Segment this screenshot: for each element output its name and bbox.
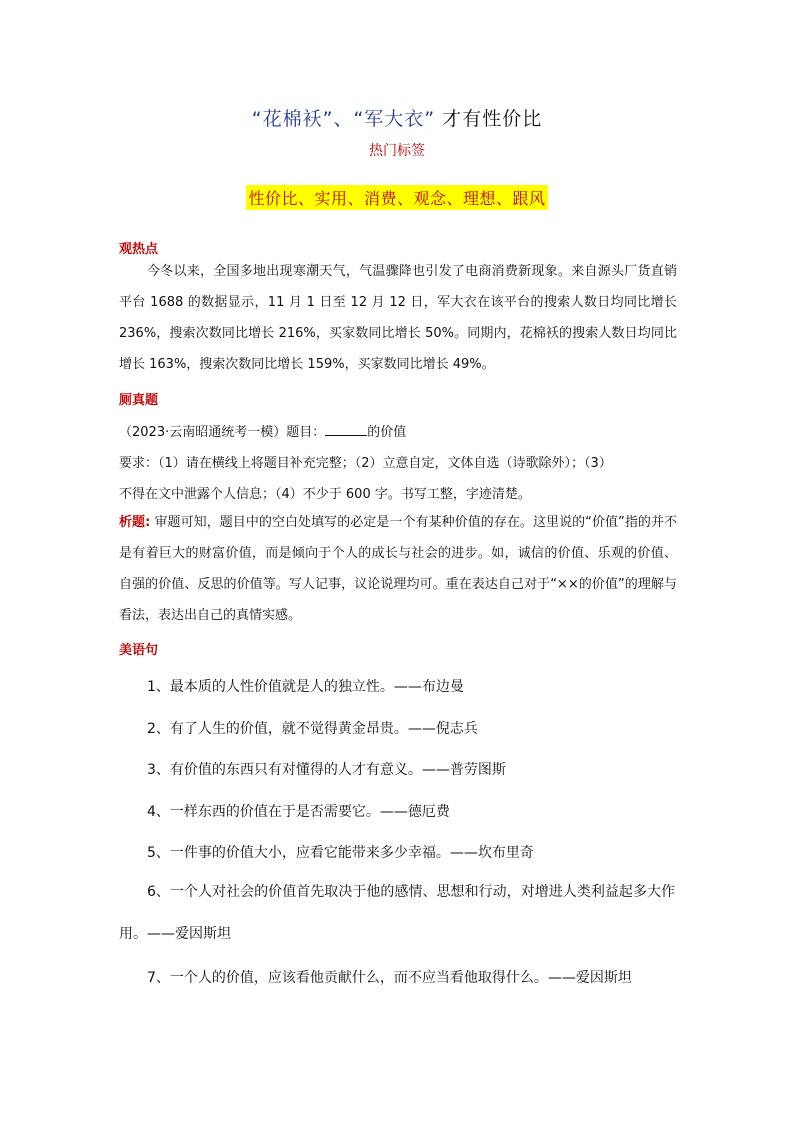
page-title [0, 104, 794, 131]
page-title-quoted: “花棉袄”、“军大衣” [251, 108, 436, 130]
section-heading-hot-view: 观热点 [119, 242, 159, 257]
question-source-prefix: （2023·云南昭通统考一模）题目： [119, 425, 326, 440]
quote-item: 1、最本质的人性价值就是人的独立性。——布边曼 [147, 679, 464, 695]
tag-row [0, 185, 794, 210]
question-source-suffix: 的价值 [367, 425, 407, 440]
hot-tags: 性价比、实用、消费、观念、理想、跟风 [246, 185, 547, 210]
question-requirement-line-2: 不得在文中泄露个人信息；（4）不少于 600 字。书写工整，字迹清楚。 [119, 487, 531, 502]
quote-item: 4、一样东西的价值在于是否需要它。——德厄费 [147, 804, 450, 820]
quote-item: 2、有了人生的价值，就不觉得黄金昂贵。——倪志兵 [147, 721, 478, 737]
analysis-label: 析题: [119, 515, 151, 530]
question-blank [325, 423, 367, 436]
quote-item: 7、一个人的价值，应该看他贡献什么，而不应当看他取得什么。——爱因斯坦 [147, 970, 632, 986]
section-heading-real-question: 厕真题 [119, 393, 159, 408]
hot-view-paragraph: 今冬以来，全国多地出现寒潮天气，气温骤降也引发了电商消费新现象。来自源头厂货直销平台 1688 的数据显示，11 月 1 日至 12 月 12 日，军大衣在该平台的搜索人数日均同比增长 236%，搜索次数同比增长 216%，买家数同比增长 50%。同期内，花棉袄的搜索人数日均同比增长 163%，搜索次数同比增长 159%，买家数同比增长 49%。 [119, 264, 677, 372]
question-requirement-line-1: 要求：（1）请在横线上将题目补充完整；（2）立意自定，文体自选（诗歌除外）；（3） [119, 456, 612, 471]
quote-item: 3、有价值的东西只有对懂得的人才有意义。——普劳图斯 [147, 762, 506, 778]
page-title-rest: 才有性价比 [435, 108, 543, 130]
quote-item: 5、一件事的价值大小，应看它能带来多少幸福。——坎布里奇 [147, 845, 534, 861]
analysis-paragraph [119, 507, 677, 631]
section-heading-quotes: 美语句 [119, 643, 159, 658]
question-source-line [119, 421, 679, 440]
quote-item: 6、一个人对社会的价值首先取决于他的感情、思想和行动，对增进人类利益起多大作用。——爱因斯坦 [119, 884, 675, 942]
analysis-text: 审题可知，题目中的空白处填写的必定是一个有某种价值的存在。这里说的“价值”指的并不是有着巨大的财富价值，而是倾向于个人的成长与社会的进步。如，诚信的价值、乐观的价值、自强的价值、反思的价值等。写人记事，议论说理均可。重在表达自己对于“××的价值”的理解与看法，表达出自己的真情实感。 [119, 515, 678, 623]
page-subtitle: 热门标签 [369, 143, 425, 159]
